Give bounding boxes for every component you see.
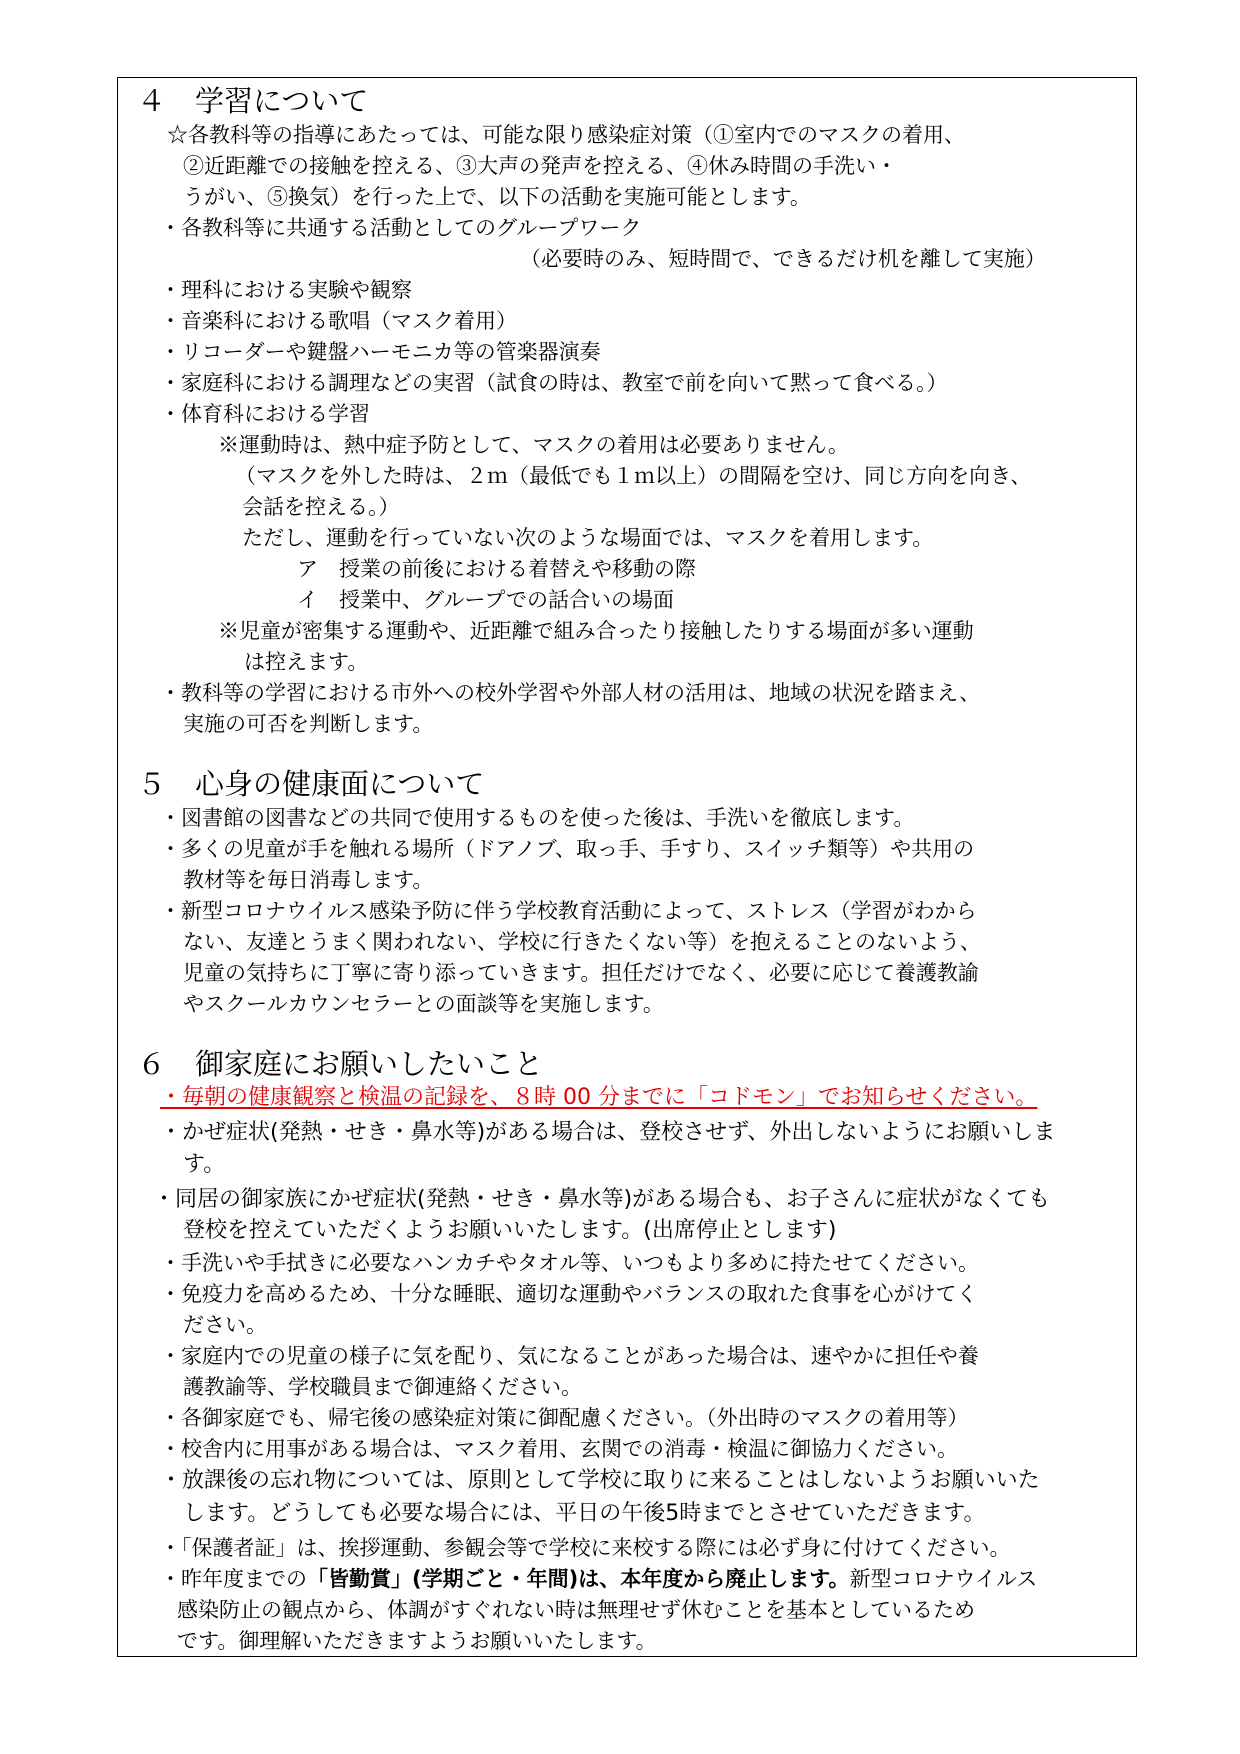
sec6-line: ・手洗いや手拭きに必要なハンカチやタオル等、いつもより多めに持たせてください。	[160, 1251, 979, 1275]
sec6-bold-line: ・放課後の忘れ物については、原則として学校に取りに来ることはしないようお願いいた	[160, 1468, 1040, 1493]
sec4-last: ・教科等の学習における市外への校外学習や外部人材の活用は、地域の状況を踏まえ、	[160, 681, 981, 705]
sec4-pe-note: ただし、運動を行っていない次のような場面では、マスクを着用します。	[242, 526, 934, 550]
sec4-item: ・リコーダーや鍵盤ハーモニカ等の管楽器演奏	[160, 340, 601, 364]
sec4-pe-note: 会話を控える。）	[242, 495, 400, 519]
sec4-pe-note: （マスクを外した時は、２ｍ（最低でも１ｍ以上）の間隔を空け、同じ方向を向き、	[235, 464, 1032, 488]
sec5-line: 教材等を毎日消毒します。	[183, 868, 434, 892]
sec6-bold-line: ・かぜ症状(発熱・せき・鼻水等)がある場合は、登校させず、外出しないようにお願いしま	[160, 1120, 1056, 1145]
sec4-item: （必要時のみ、短時間で、できるだけ机を離して実施）	[520, 247, 1046, 271]
sec4-intro-3: うがい、⑤換気）を行った上で、以下の活動を実施可能とします。	[183, 185, 811, 209]
sec4-item: ・音楽科における歌唱（マスク着用）	[160, 309, 517, 333]
section-4-title: ４ 学習について	[137, 84, 369, 118]
sec6-line: ・免疫力を高めるため、十分な睡眠、適切な運動やバランスの取れた食事を心がけてく	[160, 1282, 978, 1306]
sec4-item: ・各教科等に共通する活動としてのグループワーク	[160, 216, 642, 240]
sec4-pe-note: ※運動時は、熱中症予防として、マスクの着用は必要ありません。	[218, 433, 849, 457]
sec6-line: ・各御家庭でも、帰宅後の感染症対策に御配慮ください。（外出時のマスクの着用等）	[160, 1406, 969, 1430]
sec5-line: ・新型コロナウイルス感染予防に伴う学校教育活動によって、ストレス（学習がわから	[160, 899, 977, 923]
sec4-intro-1: ☆各教科等の指導にあたっては、可能な限り感染症対策（①室内でのマスクの着用、	[167, 123, 965, 147]
award-tail: 新型コロナウイルス	[849, 1567, 1038, 1591]
sec5-line: ない、友達とうまく関われない、学校に行きたくない等）を抱えることのないよう、	[183, 930, 981, 954]
sec6-bold-line: します。どうしても必要な場合には、平日の午後5時までとさせていただきます。	[183, 1501, 986, 1526]
sec4-pe-note: ※児童が密集する運動や、近距離で組み合ったり接触したりする場面が多い運動	[218, 619, 974, 643]
sec4-item: ・家庭科における調理などの実習（試食の時は、教室で前を向いて黙って食べる。）	[160, 371, 948, 395]
sec4-pe-note: ア 授業の前後における着替えや移動の際	[297, 557, 696, 581]
sec6-line: ・校舎内に用事がある場合は、マスク着用、玄関での消毒・検温に御協力ください。	[160, 1437, 958, 1461]
sec4-pe-note: は控えます。	[244, 650, 369, 674]
sec6-bold-line: ・同居の御家族にかぜ症状(発熱・せき・鼻水等)がある場合も、お子さんに症状がなくても	[153, 1187, 1051, 1212]
sec4-intro-2: ②近距離での接触を控える、③大声の発声を控える、④休み時間の手洗い・	[183, 154, 897, 178]
sec6-red-notice: ・毎朝の健康観察と検温の記録を、８時 00 分までに「コドモン」でお知らせください。	[160, 1085, 1038, 1110]
sec6-bold-line: 登校を控えていただくようお願いいたします。(出席停止とします)	[183, 1218, 837, 1243]
section-6-title: ６ 御家庭にお願いしたいこと	[137, 1047, 544, 1081]
section-5-title: ５ 心身の健康面について	[137, 767, 485, 801]
sec6-guardian-line: ・「保護者証」は、挨拶運動、参観会等で学校に来校する際には必ず身に付けてください。	[160, 1536, 1011, 1560]
sec4-last: 実施の可否を判断します。	[183, 712, 434, 736]
sec6-award-rest: 感染防止の観点から、体調がすぐれない時は無理せず休むことを基本としているため	[177, 1598, 975, 1622]
sec6-line: ・家庭内での児童の様子に気を配り、気になることがあった場合は、速やかに担任や養	[160, 1344, 979, 1368]
sec6-bold-line: す。	[183, 1152, 226, 1177]
sec6-award-rest: です。御理解いただきますようお願いいたします。	[177, 1629, 657, 1653]
sec5-line: やスクールカウンセラーとの面談等を実施します。	[183, 992, 664, 1016]
sec5-line: ・多くの児童が手を触れる場所（ドアノブ、取っ手、手すり、スイッチ類等）や共用の	[160, 837, 975, 861]
sec5-line: ・図書館の図書などの共同で使用するものを使った後は、手洗いを徹底します。	[160, 806, 915, 830]
sec6-line: 護教諭等、学校職員まで御連絡ください。	[183, 1375, 582, 1399]
sec4-item: ・体育科における学習	[160, 402, 370, 426]
award-bold: 「皆勤賞」(学期ごと・年間)は、本年度から廃止します。	[307, 1567, 850, 1591]
sec4-item: ・理科における実験や観察	[160, 278, 412, 302]
award-lead: ・昨年度までの	[160, 1567, 307, 1591]
sec4-pe-note: イ 授業中、グループでの話合いの場面	[297, 588, 674, 612]
sec6-line: ださい。	[183, 1313, 267, 1337]
sec5-line: 児童の気持ちに丁寧に寄り添っていきます。担任だけでなく、必要に応じて養護教諭	[183, 961, 979, 985]
sec6-award-line	[160, 1566, 1037, 1592]
